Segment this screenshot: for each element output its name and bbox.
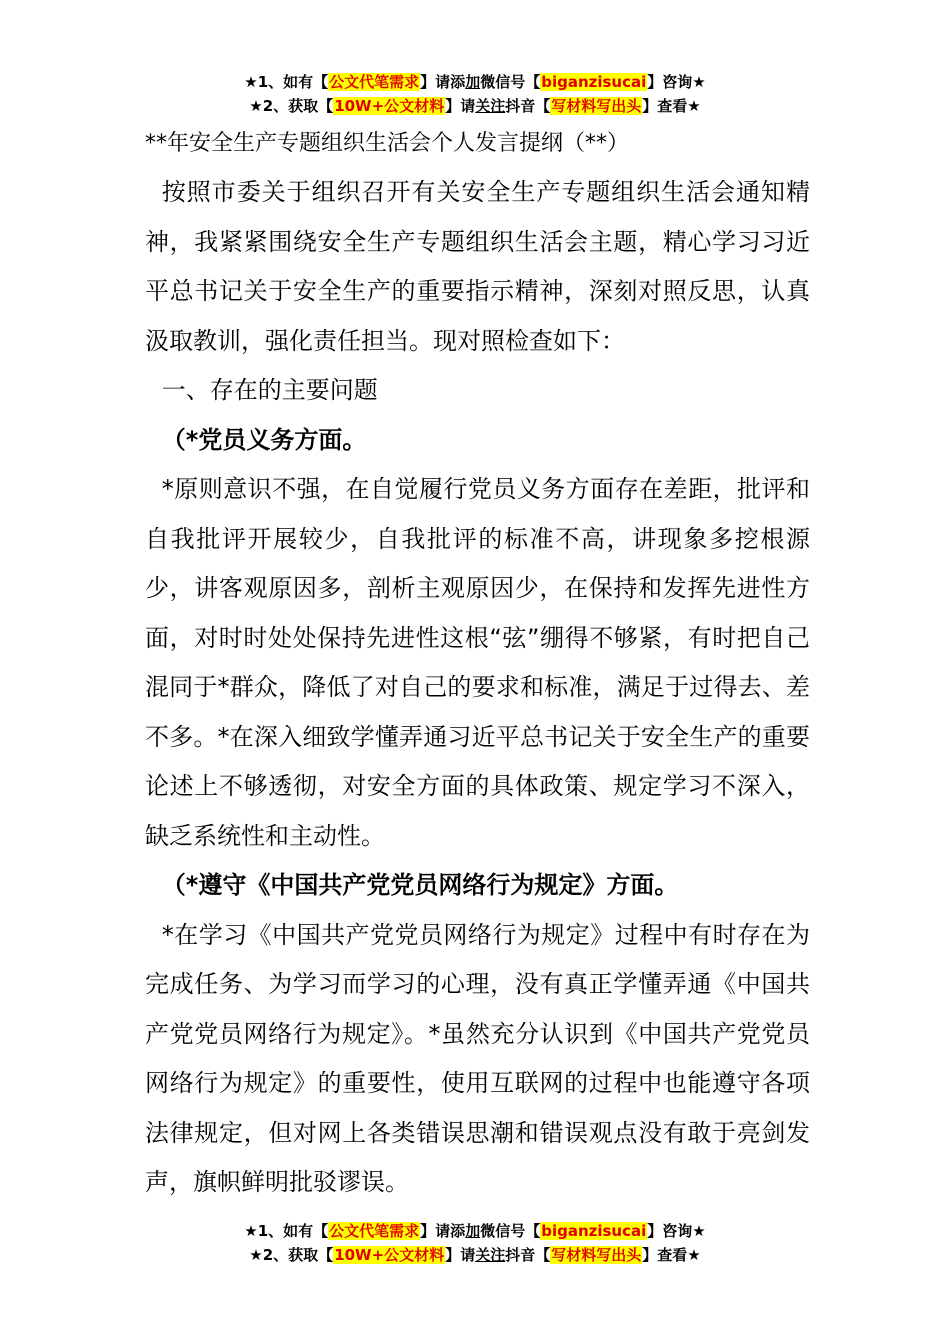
banner-text: 】咨询★ xyxy=(647,1222,706,1240)
banner-highlight: 公文代笔需求 xyxy=(329,73,420,91)
banner-douyin-name: 写材料写出头 xyxy=(551,1246,642,1264)
banner-highlight: 10W+公文材料 xyxy=(334,97,445,115)
bottom-banner-line-1 xyxy=(0,1219,950,1243)
banner-text: ★2、获取【 xyxy=(249,1246,334,1264)
banner-text: 抖音【 xyxy=(505,1246,551,1264)
banner-highlight: 10W+公文材料 xyxy=(334,1246,445,1264)
top-banner-line-2 xyxy=(0,94,950,118)
banner-text: 】查看★ xyxy=(642,97,701,115)
banner-text: 抖音【 xyxy=(505,97,551,115)
document-body xyxy=(145,126,810,1208)
banner-text: 微信号【 xyxy=(480,1222,541,1240)
banner-emphasis: 加 xyxy=(465,73,481,91)
subheading-1: （*党员义务方面。 xyxy=(161,425,367,454)
banner-text: 】咨询★ xyxy=(647,73,706,91)
paragraph-2: *在学习《中国共产党党员网络行为规定》过程中有时存在为完成任务、为学习而学习的心理，没有真正学懂弄通《中国共产党党员网络行为规定》。*虽然充分认识到《中国共产党党员网络行为规定》的重要性，使用互联网的过程中也能遵守各项法律规定，但对网上各类错误思潮和错误观点没有敢于亮剑发声，旗帜鲜明批驳谬误。 xyxy=(145,920,810,1196)
banner-text: ★2、获取【 xyxy=(249,97,334,115)
banner-text: ★1、如有【 xyxy=(244,1222,329,1240)
banner-highlight: 公文代笔需求 xyxy=(329,1222,420,1240)
banner-wechat-id: biganzisucai xyxy=(541,1222,647,1240)
bottom-banner-line-2 xyxy=(0,1243,950,1267)
banner-text: 】请 xyxy=(445,1246,476,1264)
banner-douyin-name: 写材料写出头 xyxy=(551,97,642,115)
banner-emphasis: 关注 xyxy=(475,1246,506,1264)
subheading-2: （*遵守《中国共产党党员网络行为规定》方面。 xyxy=(161,871,679,899)
section-heading-1: 一、存在的主要问题 xyxy=(161,376,378,404)
banner-text: ★1、如有【 xyxy=(244,73,329,91)
top-banner-line-1 xyxy=(0,70,950,94)
banner-text: 】请添 xyxy=(420,1222,466,1240)
banner-text: 】请 xyxy=(445,97,476,115)
banner-emphasis: 关注 xyxy=(475,97,506,115)
paragraph-1: *原则意识不强，在自觉履行党员义务方面存在差距，批评和自我批评开展较少，自我批评的标准不高，讲现象多挖根源少，讲客观原因多，剖析主观原因少，在保持和发挥先进性方面，对时时处处保持先进性这根“弦”绷得不够紧，有时把自己混同于*群众，降低了对自己的要求和标准，满足于过得去、差不多。*在深入细致学懂弄通习近平总书记关于安全生产的重要论述上不够透彻，对安全方面的具体政策、规定学习不深入，缺乏系统性和主动性。 xyxy=(145,475,810,850)
document-title: **年安全生产专题组织生活会个人发言提纲（**） xyxy=(145,131,630,156)
banner-text: 】查看★ xyxy=(642,1246,701,1264)
banner-text: 】请添 xyxy=(420,73,466,91)
banner-wechat-id: biganzisucai xyxy=(541,73,647,91)
banner-text: 微信号【 xyxy=(480,73,541,91)
intro-paragraph: 按照市委关于组织召开有关安全生产专题组织生活会通知精神，我紧紧围绕安全生产专题组织生活会主题，精心学习习近平总书记关于安全生产的重要指示精神，深刻对照反思，认真汲取教训，强化责任担当。现对照检查如下： xyxy=(145,178,810,355)
banner-emphasis: 加 xyxy=(465,1222,481,1240)
